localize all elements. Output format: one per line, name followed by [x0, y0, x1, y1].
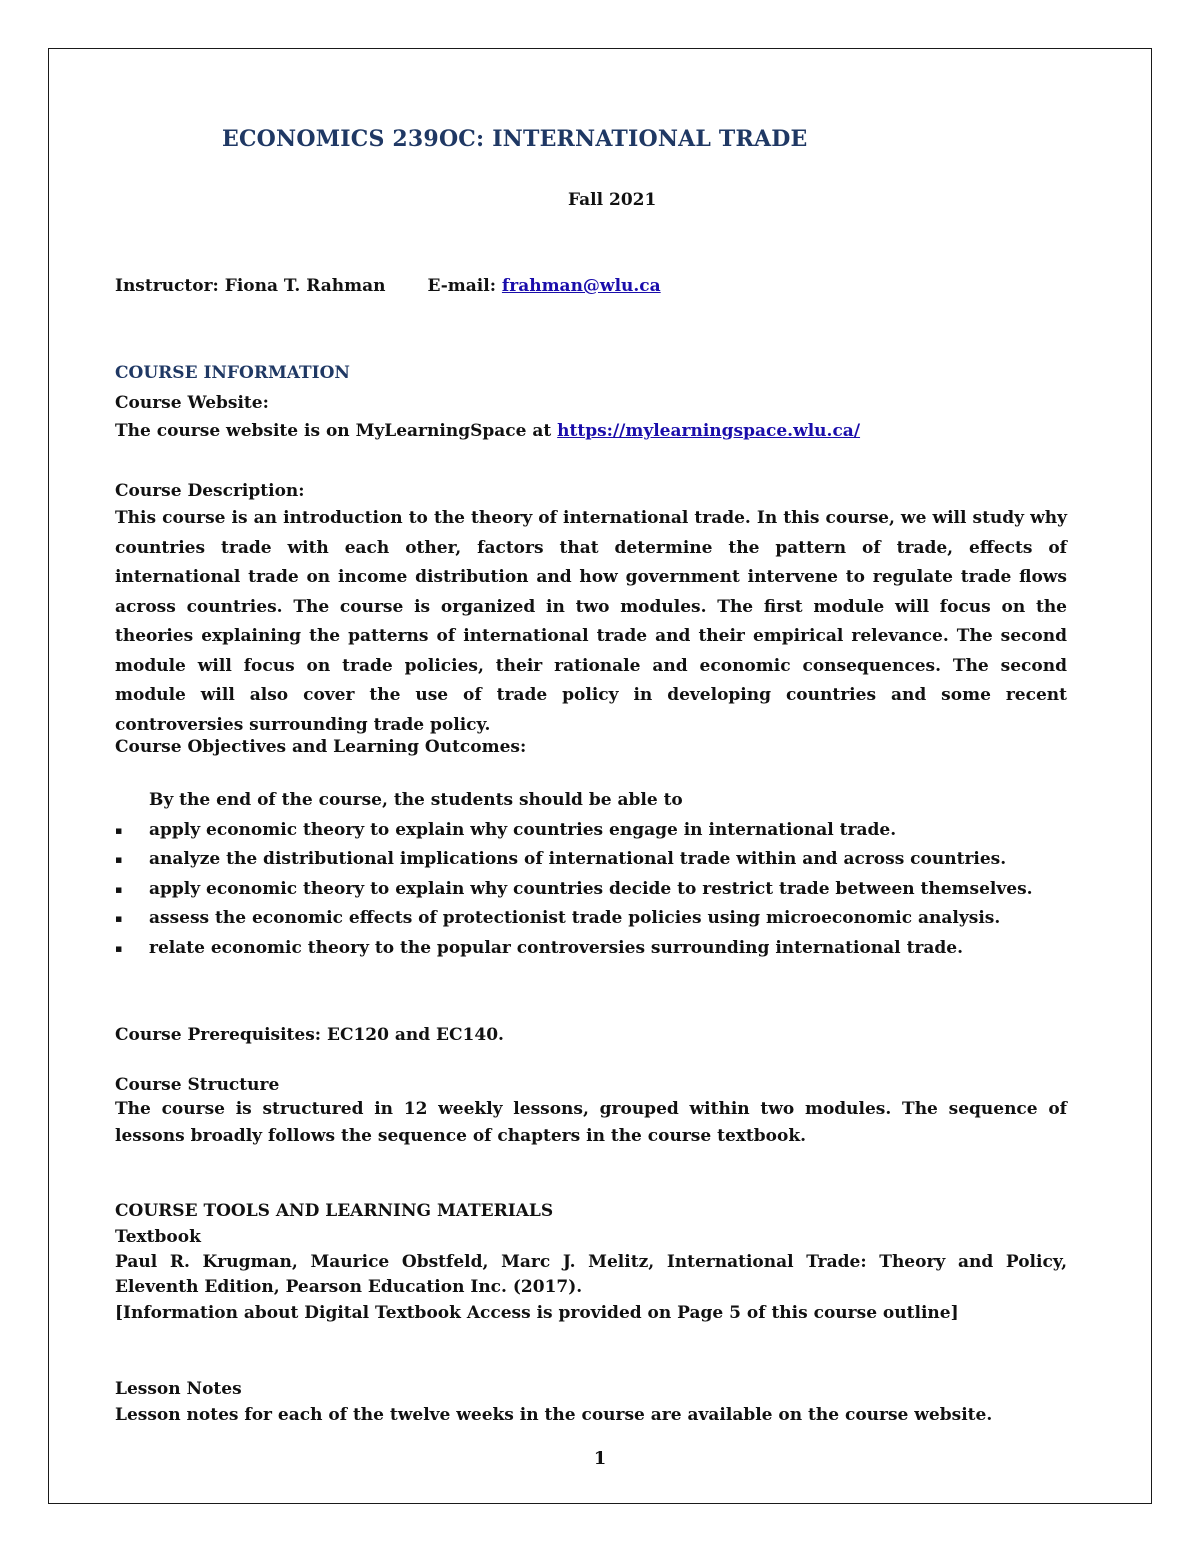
lesson-notes-label: Lesson Notes — [115, 1379, 242, 1399]
instructor-name: Fiona T. Rahman — [224, 276, 386, 296]
list-item: ▪ apply economic theory to explain why countries decide to restrict trade between themselves. — [115, 875, 1033, 904]
course-description-label: Course Description: — [115, 481, 305, 501]
page-number: 1 — [593, 1448, 607, 1469]
list-item: ▪ apply economic theory to explain why countries engage in international trade. — [115, 816, 1033, 845]
bullet-icon: ▪ — [115, 882, 123, 896]
course-tools-heading: COURSE TOOLS AND LEARNING MATERIALS — [115, 1201, 554, 1221]
course-website-text: The course website is on MyLearningSpace at — [115, 421, 552, 441]
course-website-link[interactable]: https://mylearningspace.wlu.ca/ — [557, 421, 861, 441]
course-objectives-label: Course Objectives and Learning Outcomes: — [115, 737, 527, 757]
instructor-label: Instructor: — [115, 276, 219, 296]
document-title: ECONOMICS 239OC: INTERNATIONAL TRADE — [222, 126, 808, 152]
textbook-label: Textbook — [115, 1227, 201, 1247]
list-item: ▪ assess the economic effects of protectionist trade policies using microeconomic analysis. — [115, 904, 1033, 933]
bullet-icon: ▪ — [115, 912, 123, 926]
bullet-icon: ▪ — [115, 853, 123, 867]
course-structure-label: Course Structure — [115, 1075, 280, 1095]
bullet-icon: ▪ — [115, 941, 123, 955]
email-link[interactable]: frahman@wlu.ca — [501, 276, 661, 296]
textbook-citation: Paul R. Krugman, Maurice Obstfeld, Marc J. Melitz, International Trade: Theory and Policy, Eleventh Edition, Pearson Education Inc. (2017). — [115, 1252, 1067, 1297]
course-information-heading: COURSE INFORMATION — [115, 363, 350, 383]
lesson-notes-text: Lesson notes for each of the twelve weeks in the course are available on the course website. — [115, 1405, 993, 1425]
bullet-icon: ▪ — [115, 824, 123, 837]
course-website-line — [115, 418, 1067, 444]
course-description-paragraph: This course is an introduction to the theory of international trade. In this course, we will study why countries trade with each other, factors that determine the pattern of trade, effects of international trade on income distribution and how government intervene to regulate trade flows across countries. The course is organized in two modules. The first module will focus on the theories explaining the patterns of international trade and their empirical relevance. The second module will focus on trade policies, their rationale and economic consequences. The second module will also cover the use of trade policy in developing countries and some recent controversies surrounding trade policy. — [115, 508, 1067, 735]
textbook-note: [Information about Digital Textbook Access is provided on Page 5 of this course outline] — [115, 1303, 959, 1323]
term-label: Fall 2021 — [568, 190, 657, 210]
course-prerequisites: Course Prerequisites: EC120 and EC140. — [115, 1025, 504, 1045]
course-website-label: Course Website: — [115, 393, 269, 413]
objectives-intro: By the end of the course, the students should be able to — [149, 790, 683, 810]
instructor-line — [115, 276, 661, 296]
list-item: ▪ analyze the distributional implications of international trade within and across countries. — [115, 845, 1033, 874]
course-structure-text: The course is structured in 12 weekly lessons, grouped within two modules. The sequence of lessons broadly follows the sequence of chapters in the course textbook. — [115, 1099, 1067, 1146]
list-item: ▪ relate economic theory to the popular controversies surrounding international trade. — [115, 934, 1033, 963]
email-label: E-mail: — [427, 276, 496, 296]
objectives-list — [115, 816, 1033, 963]
